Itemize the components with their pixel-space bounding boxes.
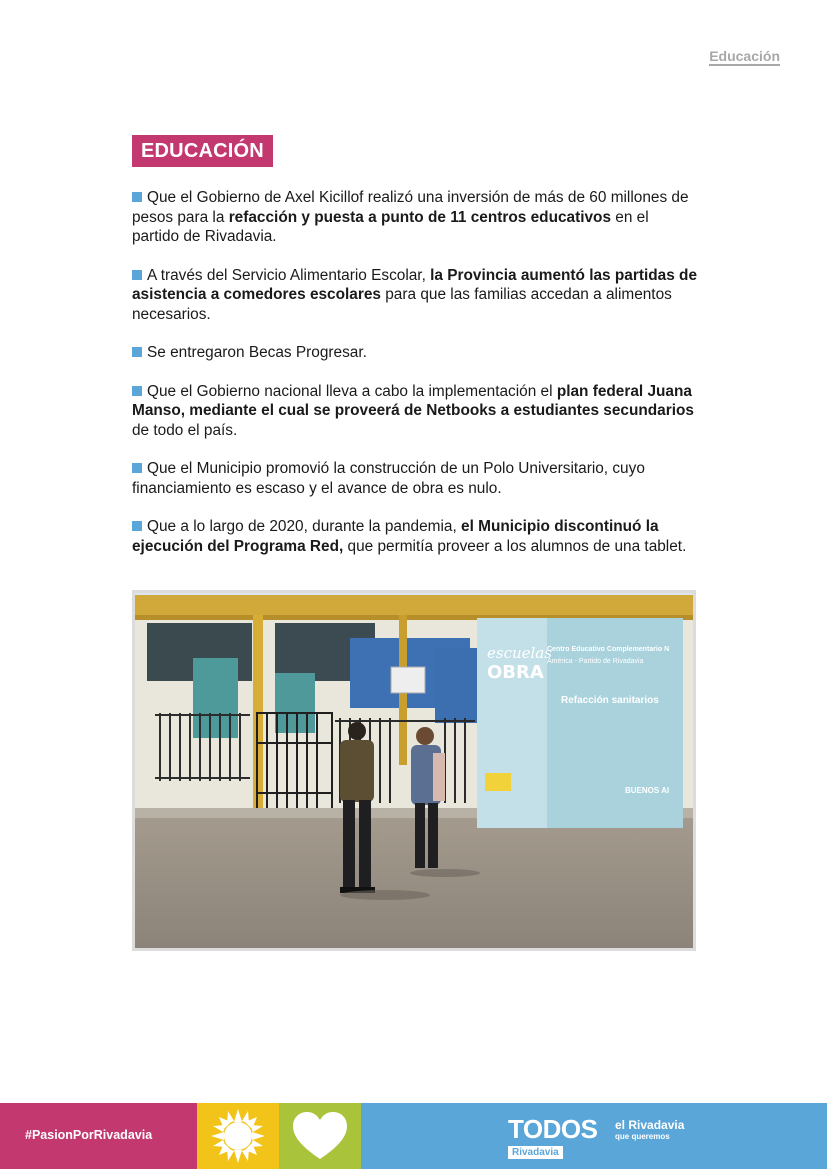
- sign-label: Refacción sanitarios: [561, 695, 659, 706]
- paragraph-text: en el partido de Rivadavia.: [132, 208, 649, 245]
- paragraph-bold-text: el Municipio discontinuó la ejecución del Programa Red,: [132, 518, 659, 555]
- section-tag-text: Educación: [709, 48, 780, 64]
- paragraph: [132, 459, 698, 498]
- paragraph: [132, 517, 698, 556]
- paragraph-text: Se entregaron Becas Progresar.: [147, 344, 367, 361]
- footer-heart-block: [279, 1103, 361, 1169]
- brand-tagline-1: el Rivadavia: [615, 1118, 685, 1132]
- paragraph-text: para que las familias accedan a alimentos necesarios.: [132, 286, 672, 323]
- paragraph: [132, 188, 698, 247]
- brand-tagline: [615, 1119, 684, 1141]
- sign-header: Centro Educativo Complementario N: [547, 646, 670, 653]
- paragraph: [132, 343, 698, 363]
- paragraph-text: A través del Servicio Alimentario Escolar,: [147, 266, 431, 284]
- paragraph: [132, 382, 698, 441]
- footer-brand-block: [361, 1103, 827, 1169]
- section-tag: [709, 48, 780, 64]
- footer-hashtag: #PasionPorRivadavia: [25, 1128, 153, 1142]
- paragraph: [132, 266, 698, 325]
- bullet-square-icon: [132, 386, 142, 396]
- brand-tagline-2: que queremos: [615, 1132, 670, 1141]
- school-photo: [132, 590, 696, 951]
- brand-todos: TODOS: [508, 1114, 598, 1144]
- footer-hashtag-block: [0, 1103, 197, 1169]
- paragraph-bold-text: refacción y puesta a punto de 11 centros educativos: [228, 208, 612, 226]
- sign-brand-line1: escuelas: [487, 644, 552, 662]
- paragraph-text: Que a lo largo de 2020, durante la pandemia,: [147, 518, 462, 535]
- paragraph-text: Que el Municipio promovió la construcción de un Polo Universitario, cuyo financiamiento es escaso y el avance de obra es nulo.: [132, 460, 645, 497]
- paragraph-bold-text: plan federal Juana Manso, mediante el cual se proveerá de Netbooks a estudiantes secundarios: [132, 382, 694, 419]
- bullet-square-icon: [132, 521, 142, 531]
- section-title: EDUCACIÓN: [132, 135, 273, 167]
- paragraph-text: Que el Gobierno de Axel Kicillof realizó una inversión de más de 60 millones de pesos para la: [132, 189, 689, 226]
- sign-footer: BUENOS AI: [625, 786, 670, 795]
- paragraph-bold-text: la Provincia aumentó las partidas de asistencia a comedores escolares: [132, 266, 698, 303]
- paragraph-text: Que el Gobierno nacional lleva a cabo la implementación el: [147, 382, 557, 400]
- brand-logo: [508, 1116, 597, 1160]
- content-body: [132, 188, 698, 575]
- bullet-square-icon: [132, 192, 142, 202]
- sun-icon: [197, 1103, 279, 1169]
- brand-city: Rivadavia: [508, 1146, 563, 1159]
- bullet-square-icon: [132, 347, 142, 357]
- sign-subheader: América - Partido de Rivadavia: [547, 658, 644, 665]
- sign-brand-line2: OBRA: [487, 662, 544, 683]
- paragraph-text: de todo el país.: [132, 421, 238, 439]
- heart-icon: [279, 1103, 361, 1169]
- paragraph-text: que permitía proveer a los alumnos de una tablet.: [343, 537, 687, 555]
- footer-sun-block: [197, 1103, 279, 1169]
- bullet-square-icon: [132, 270, 142, 280]
- bullet-square-icon: [132, 463, 142, 473]
- footer-bar: [0, 1103, 827, 1169]
- photo-illustration: [135, 593, 693, 948]
